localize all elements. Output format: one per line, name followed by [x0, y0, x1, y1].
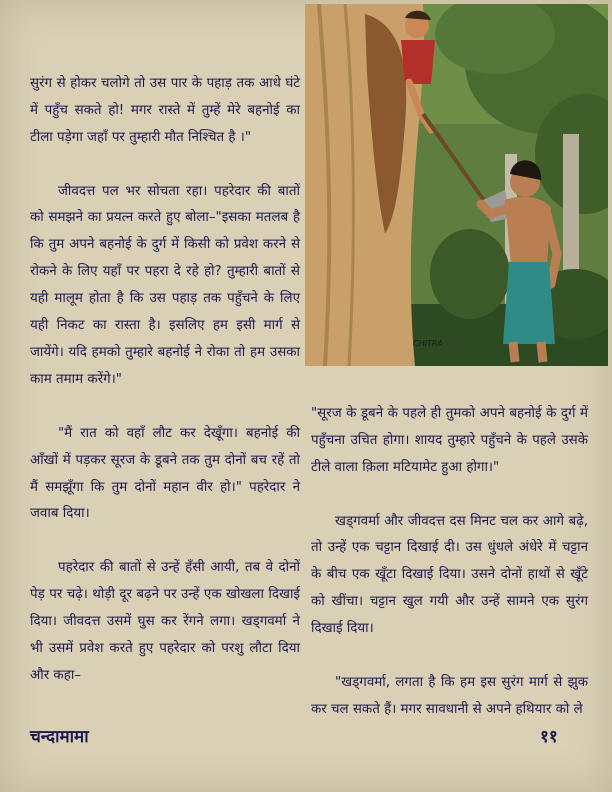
left-text-column — [30, 44, 300, 717]
magazine-title: चन्दामामा — [30, 727, 89, 747]
story-illustration — [305, 4, 608, 366]
right-text-column — [311, 374, 588, 751]
illustration-art — [305, 4, 608, 366]
paragraph: "सूरज के डूबने के पहले ही तुमको अपने बहनोई के दुर्ग में पहुँचना उचित होगा। शायद तुम्हारे पहुँचने के पहले उसके टीले वाला क़िला मटियामेट हुआ होगा।" — [311, 405, 588, 475]
paragraph: पहरेदार की बातों से उन्हें हँसी आयी, तब वे दोनों पेड़ पर चढ़े। थोड़ी दूर बढ़ने पर उन्हें एक खोखला दिखाई दिया। जीवदत्त उसमें घुस कर रेंगने लगा। खड्गवर्मा ने भी उसमें प्रवेश करते हुए पहरेदार को परशु लौटा दिया और कहा– — [30, 560, 300, 683]
paragraph: सुरंग से होकर चलोगे तो उस पार के पहाड़ तक आधे घंटे में पहुँच सकते हो! मगर रास्ते में तुम्हें मेरे बहनोई का टीला पड़ेगा जहाँ पर तुम्हारी मौत निश्चित है ।" — [30, 75, 300, 145]
paragraph: "मैं रात को वहाँ लौट कर देखूँगा। बहनोई की आँखों में पड़कर सूरज के डूबने तक तुम दोनों बच रहें तो मैं समझूँगा कि तुम दोनों महान वीर हो।" पहरेदार ने जवाब दिया। — [30, 425, 300, 522]
paragraph: खड्गवर्मा और जीवदत्त दस मिनट चल कर आगे बढ़े, तो उन्हें एक चट्टान दिखाई दी। उस धुंधले अंधेरे में चट्टान के बीच एक खूँटा दिखाई दिया। उसने दोनों हाथों से खूँटे को खींचा। चट्टान खुल गयी और उन्हें सामने एक सुरंग दिखाई दिया। — [311, 513, 588, 637]
paragraph: जीवदत्त पल भर सोचता रहा। पहरेदार की बातों को समझने का प्रयत्न करते हुए बोला–"इसका मतलब है कि तुम अपने बहनोई के दुर्ग में किसी को प्रवेश करने से रोकने के लिए यहाँ पर पहरा दे रहे हो? तुम्हारी बातों से यही मालूम होता है कि उस पहाड़ तक पहुँचने के लिए यही निकट का रास्ता है। इसलिए हम इसी मार्ग से जायेंगे। यदि हमको तुम्हारे बहनोई ने रोका तो हम उसका काम तमाम करेंगे।" — [30, 183, 300, 387]
paragraph: "खड्गवर्मा, लगता है कि हम इस सुरंग मार्ग से झुक कर चल सकते हैं। मगर सावधानी से अपने हथियार को ले — [311, 674, 588, 717]
artist-signature: CHITRA — [413, 339, 443, 348]
page-number: ११ — [540, 727, 558, 747]
